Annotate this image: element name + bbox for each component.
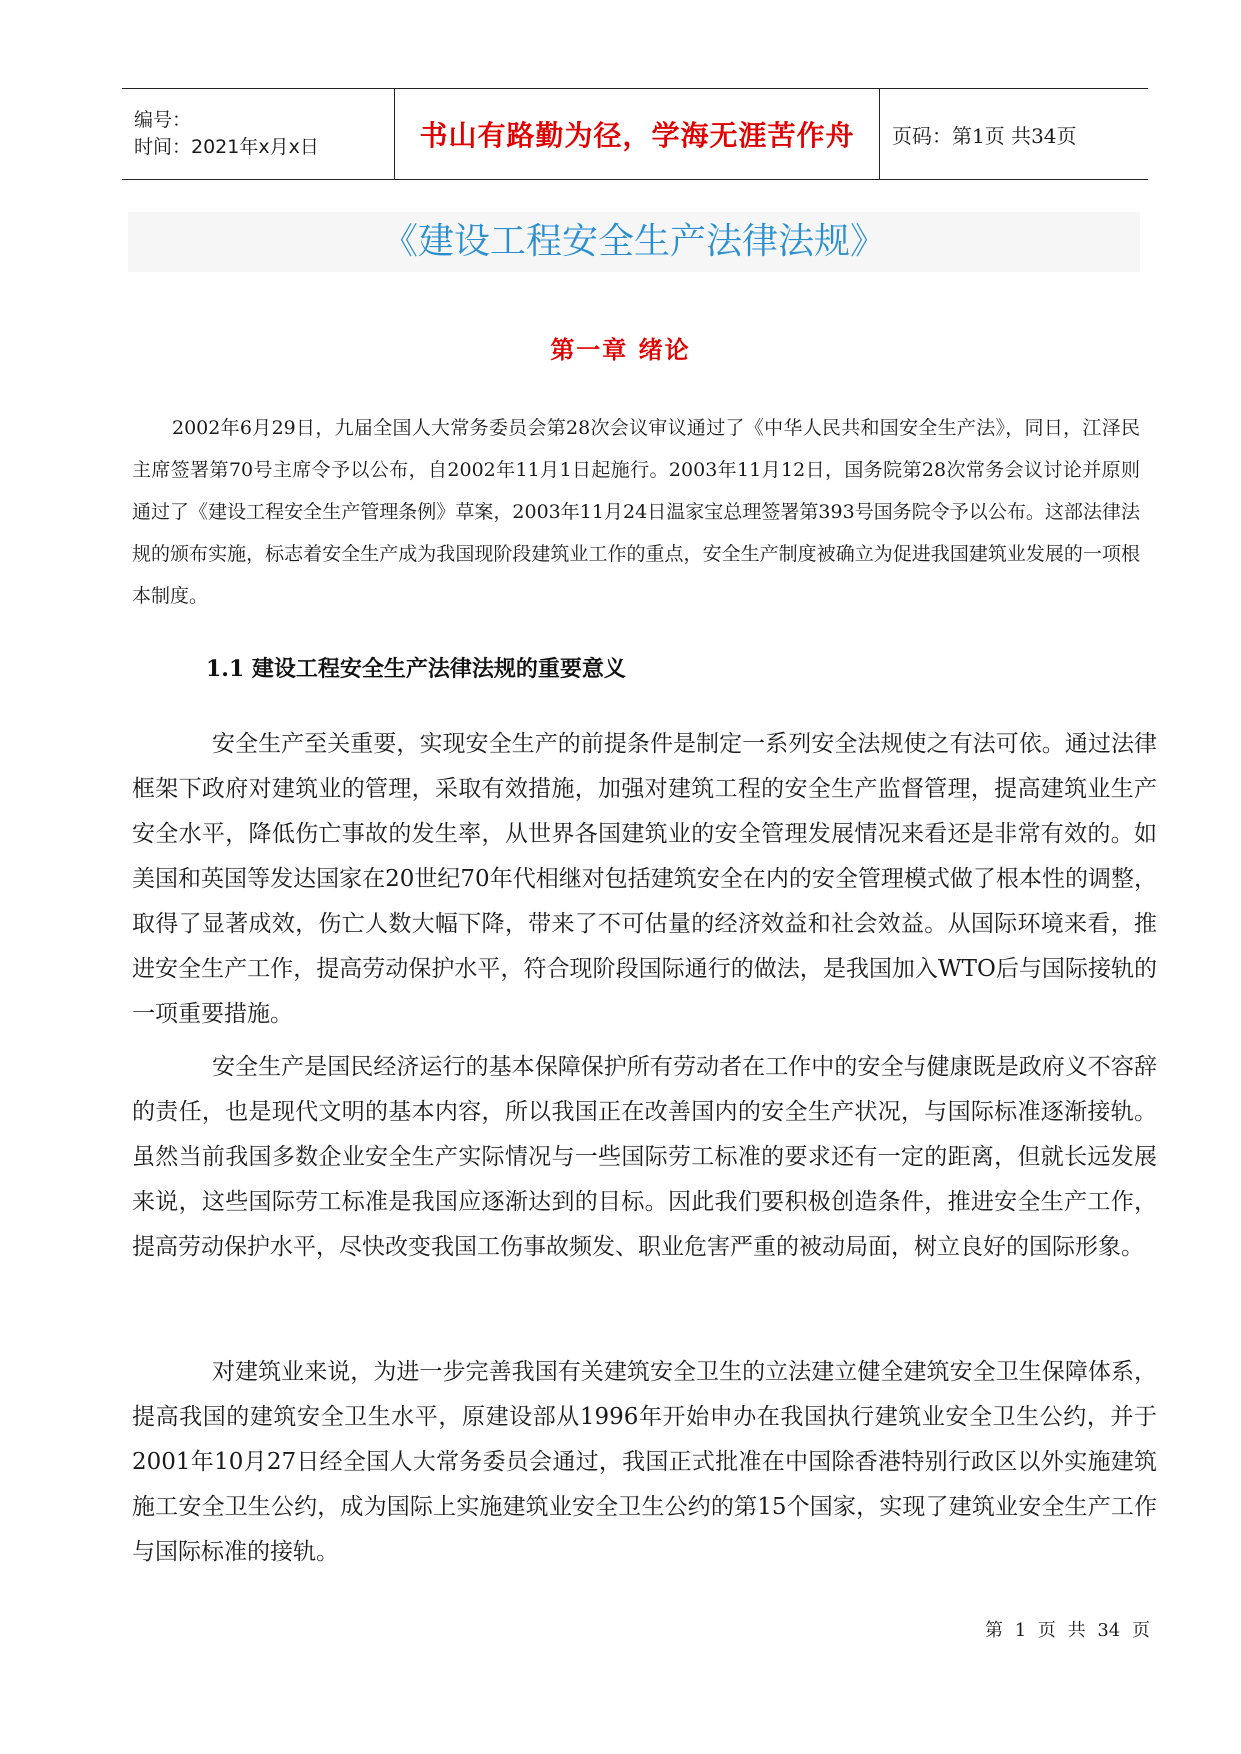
document-number-label: 编号： (134, 109, 192, 131)
body-paragraph: 安全生产是国民经济运行的基本保障保护所有劳动者在工作中的安全与健康既是政府义不容辞的责任，也是现代文明的基本内容，所以我国正在改善国内的安全生产状况，与国际标准逐渐接轨。虽然当前我国多数企业安全生产实际情况与一些国际劳工标准的要求还有一定的距离，但就长远发展来说，这些国际劳工标准是我国应逐渐达到的目标。因此我们要积极创造条件，推进安全生产工作，提高劳动保护水平，尽快改变我国工伤事故频发、职业危害严重的被动局面，树立良好的国际形象。 (132, 1054, 1157, 1260)
intro-paragraph: 2002年6月29日，九届全国人大常务委员会第28次会议审议通过了《中华人民共和国安全生产法》，同日，江泽民主席签署第70号主席令予以公布，自2002年11月1日起施行。2003年11月12日，国务院第28次常务会议讨论并原则通过了《建设工程安全生产管理条例》草案，2003年11月24日温家宝总理签署第393号国务院令予以公布。这部法律法规的颁布实施，标志着安全生产成为我国现阶段建筑业工作的重点，安全生产制度被确立为促进我国建筑业发展的一项根本制度。 (132, 417, 1140, 607)
body-paragraph: 对建筑业来说，为进一步完善我国有关建筑安全卫生的立法建立健全建筑安全卫生保障体系，提高我国的建筑安全卫生水平，原建设部从1996年开始申办在我国执行建筑业安全卫生公约，并于2001年10月27日经全国人大常务委员会通过，我国正式批准在中国除香港特别行政区以外实施建筑施工安全卫生公约，成为国际上实施建筑业安全卫生公约的第15个国家，实现了建筑业安全生产工作与国际标准的接轨。 (132, 1359, 1157, 1565)
header-motto: 书山有路勤为径，学海无涯苦作舟 (395, 89, 880, 180)
body-paragraph: 安全生产至关重要，实现安全生产的前提条件是制定一系列安全法规使之有法可依。通过法律框架下政府对建筑业的管理，采取有效措施，加强对建筑工程的安全生产监督管理，提高建筑业生产安全水平，降低伤亡事故的发生率，从世界各国建筑业的安全管理发展情况来看还是非常有效的。如美国和英国等发达国家在20世纪70年代相继对包括建筑安全在内的安全管理模式做了根本性的调整，取得了显著成效，伤亡人数大幅下降，带来了不可估量的经济效益和社会效益。从国际环境来看，推进安全生产工作，提高劳动保护水平，符合现阶段国际通行的做法，是我国加入WTO后与国际接轨的一项重要措施。 (132, 731, 1157, 1027)
document-time-label: 时间：2021年x月x日 (134, 136, 319, 158)
document-title: 《建设工程安全生产法律法规》 (128, 212, 1140, 272)
section-heading: 1.1 建设工程安全生产法律法规的重要意义 (206, 656, 626, 682)
chapter-title: 第一章 绪论 (550, 335, 691, 364)
header-page-info: 页码：第1页 共34页 (880, 89, 1149, 180)
document-header (122, 88, 1148, 180)
page-footer: 第 1 页 共 34 页 (985, 1620, 1150, 1641)
header-meta (122, 89, 395, 180)
